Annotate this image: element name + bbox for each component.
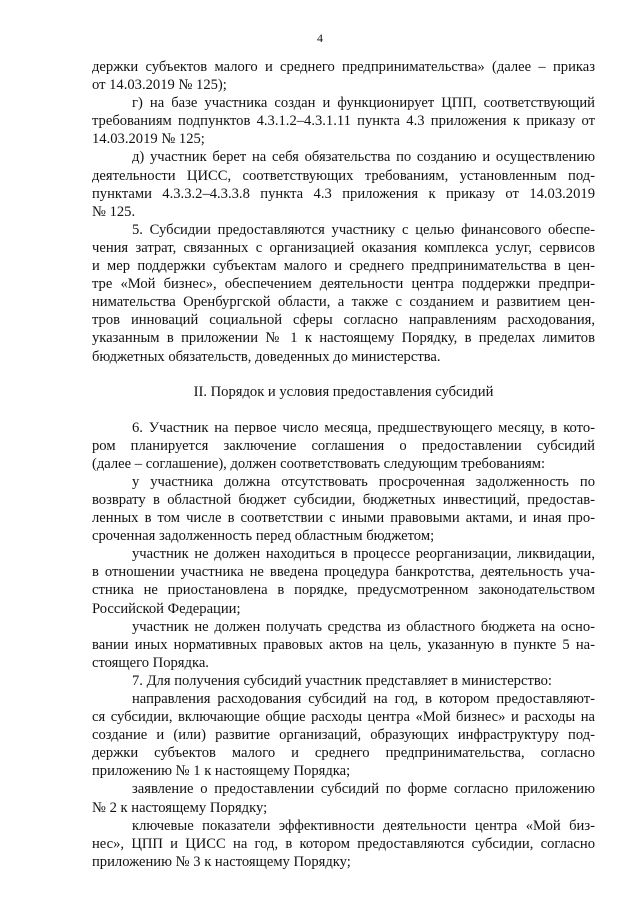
text-line: д) участник берет на себя обязательства по созданию и осуществлению [132, 149, 595, 166]
paragraph [92, 221, 595, 366]
paragraph [92, 148, 595, 220]
paragraph [92, 690, 595, 780]
text-line: возврату в областной бюджет субсидии, бюджетных инвестиций, предостав- [92, 491, 595, 508]
text-line: 5. Субсидии предоставляются участнику с целью финансового обеспе- [132, 221, 595, 238]
text-line: стника не приостановлена в порядке, предусмотренном законодательством [92, 582, 595, 599]
paragraphs-top [92, 58, 595, 366]
text-line: от 14.03.2019 № 125); [92, 77, 227, 94]
text-line: чения затрат, связанных с организацией оказания комплекса услуг, сервисов [92, 239, 595, 256]
text-line: создание и (или) развитие организаций, образующих инфраструктуру под- [92, 727, 595, 744]
text-line: 14.03.2019 № 125; [92, 131, 205, 148]
text-line: ром планируется заключение соглашения о предоставлении субсидий [92, 437, 595, 454]
paragraphs-bottom [92, 419, 595, 871]
text-line: указанным в приложении № 1 к настоящему Порядку, в пределах лимитов [92, 330, 595, 347]
paragraph [92, 780, 595, 816]
text-line: бюджетных обязательств, доведенных до министерства. [92, 348, 441, 365]
text-line: нимательства Оренбургской области, а также с созданием и развитием цен- [92, 294, 595, 311]
text-line: ленных в том числе в соответствии с иными правовыми актами, и иная про- [92, 510, 595, 527]
paragraph [92, 618, 595, 672]
text-line: № 2 к настоящему Порядку; [92, 799, 268, 816]
text-line: держки субъектов малого и среднего предпринимательства» (далее – приказ [92, 59, 595, 75]
text-line: ся субсидии, включающие общие расходы центра «Мой бизнес» и расходы на [92, 709, 595, 726]
text-line: в отношении участника не введена процедура банкротства, деятельность уча- [92, 564, 595, 581]
text-line: и мер поддержки субъектам малого и среднего предпринимательства в цен- [92, 258, 595, 275]
paragraph [92, 58, 595, 94]
text-line: 6. Участник на первое число месяца, предшествующего месяцу, в кото- [132, 419, 595, 436]
text-line: (далее – соглашение), должен соответствовать следующим требованиям: [92, 455, 546, 472]
text-line: у участника должна отсутствовать просроченная задолженность по [132, 473, 595, 490]
text-line: № 125. [92, 203, 136, 220]
text-line: г) на базе участника создан и функционирует ЦПП, соответствующий [132, 95, 595, 112]
text-line: нес», ЦПП и ЦИСС на год, в котором предоставляются субсидии, согласно [92, 835, 595, 852]
text-line: ключевые показатели эффективности деятельности центра «Мой биз- [132, 817, 595, 834]
text-line: тров инноваций социальной сферы согласно направлениям расходования, [92, 312, 595, 329]
text-line: приложению № 3 к настоящему Порядку; [92, 853, 351, 870]
text-line: направления расходования субсидий на год, в котором предоставляют- [132, 691, 595, 707]
text-line: вании иных нормативных правовых актов на цель, указанную в пункте 5 на- [92, 636, 595, 653]
text-line: участник не должен находиться в процессе реорганизации, ликвидации, [132, 546, 595, 563]
text-line: сроченная задолженность перед областным бюджетом; [92, 528, 435, 545]
text-line: деятельности ЦИСС, соответствующих требованиям, установленным под- [92, 167, 595, 184]
page-number: 4 [317, 31, 323, 45]
text-line: держки субъектов малого и среднего предпринимательства, согласно [92, 745, 595, 762]
text-line: пунктами 4.3.3.2–4.3.3.8 пункта 4.3 приложения к приказу от 14.03.2019 [92, 185, 595, 202]
text-line: участник не должен получать средства из областного бюджета на осно- [132, 618, 595, 635]
paragraph [92, 672, 595, 690]
text-line: Российской Федерации; [92, 600, 241, 617]
paragraph [92, 817, 595, 871]
paragraph [92, 94, 595, 148]
document-body [92, 58, 595, 871]
text-line: заявление о предоставлении субсидий по форме согласно приложению [132, 781, 595, 798]
paragraph [92, 419, 595, 473]
section-heading: II. Порядок и условия предоставления субсидий [193, 383, 494, 400]
text-line: приложению № 1 к настоящему Порядка; [92, 763, 351, 780]
text-line: тре «Мой бизнес», обеспечением деятельности центра поддержки предпри- [92, 276, 595, 293]
text-line: 7. Для получения субсидий участник представляет в министерство: [132, 672, 552, 689]
paragraph [92, 545, 595, 617]
paragraph [92, 473, 595, 545]
text-line: требованиям подпунктов 4.3.1.2–4.3.1.11 пункта 4.3 приложения к приказу от [92, 113, 595, 130]
text-line: стоящего Порядка. [92, 654, 209, 671]
